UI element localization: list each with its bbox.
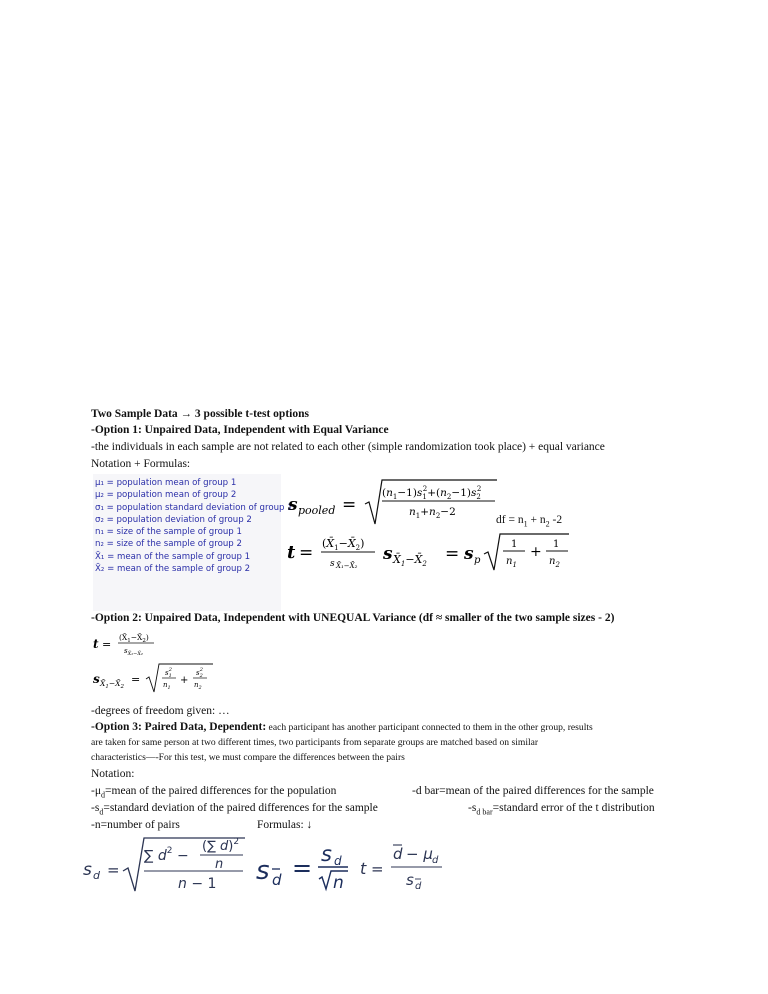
svg-text:(X̄1−X̄2): $(X̄_1-X̄_2)$ [322,537,365,552]
svg-text:1: 1 [553,539,560,550]
option1-notation-legend [93,474,293,611]
legend-item: X̄₁ = mean of the sample of group 1 [95,551,251,562]
svg-text:s: s [321,842,332,866]
option3-title-line [91,720,593,735]
svg-text:n2: $n_2$ [194,681,202,691]
svg-text:t: t [360,859,367,878]
svg-text:s: s [288,495,298,515]
svg-text:d: d [393,845,403,863]
svg-text:sX̄₁−X̄₂: $s_{X̄_1-X̄_2}$ [124,647,143,657]
svg-text:pooled: pooled [298,504,336,517]
n-definition: -n=number of pairs [91,819,180,831]
svg-text:n1: $n_1$ [163,681,171,691]
svg-text:s12: $s_12$ [165,667,172,679]
svg-text:n: n [215,857,224,872]
legend-item: μ₁ = population mean of group 1 [95,478,237,488]
section-heading: Two Sample Data → 3 possible t-test options [91,408,309,420]
sd-definition: $-s_d=standard$ deviation of the paired differences for the sample [91,802,378,817]
svg-text:=: = [292,854,313,882]
svg-text:s: s [383,544,393,564]
mu-d-definition: $-\mu_d=mean$ of the paired differences for the population [91,785,337,800]
svg-text:+: + [530,544,542,560]
svg-text:X̄₁−X̄₂: X̄₁−X̄₂ [336,562,358,570]
svg-text:X̄1−X̄2: $X̄_1-X̄_2$ [393,553,427,568]
svg-text:=: = [342,495,357,515]
option3-desc2: are taken for same person at two different times, two participants from separate groups are matched based on similar [91,737,539,748]
svg-text:d: d [272,871,282,889]
svg-text:d: d [432,855,439,866]
d-bar-definition: -d bar=mean of the paired differences for the sample [412,785,654,797]
svg-text:n1: $n_1$ [506,556,517,569]
option3-title: -Option 3: Paired Data, Dependent: [91,721,267,733]
option2-formulas [91,628,216,698]
svg-text:t: t [287,542,296,563]
option3-desc3: characteristics—-For this test, we must compare the differences between the pairs [91,752,405,763]
svg-text:s: s [330,559,335,569]
svg-text:s: s [93,672,100,686]
svg-text:(X̄1−X̄2): $(X̄_1-X̄_2)$ [119,633,149,644]
svg-text:=: = [371,860,384,878]
legend-item: X̄₂ = mean of the sample of group 2 [95,564,251,575]
svg-text:t: t [93,637,99,651]
svg-text:1: 1 [511,539,518,550]
svg-text:(n1−1)s12+(n2−1)s22: $(n_1-1)s_12+(n_2-1)s_22$ [382,485,482,501]
svg-text:+: + [180,675,189,686]
legend-item: μ₂ = population mean of group 2 [95,490,237,501]
svg-text:X̄1−X̄2: $X̄_1-X̄_2$ [100,679,124,690]
svg-text:d: d [334,854,342,868]
svg-text:− μ: − μ [406,845,433,863]
sd-bar-definition: $-s_{d bar}=standard$ error of the t distribution [468,802,655,817]
paired-formulas [80,833,450,895]
t-statistic-formula [285,530,575,575]
legend-item: σ₁ = population standard deviation of group 1 [95,502,293,513]
svg-text:s: s [83,860,92,880]
svg-text:s: s [464,544,474,564]
option2-title: -Option 2: Unpaired Data, Independent with UNEQUAL Variance (df ≈ smaller of the two sample sizes - 2) [91,612,615,624]
svg-text:∑ d2 −: ∑ $d^2$ − [144,846,189,864]
option1-notation-label: Notation + Formulas: [91,458,191,470]
option1-description: -the individuals in each sample are not related to each other (simple randomization took place) + equal variance [91,441,605,453]
svg-text:n2: $n_2$ [549,556,560,569]
svg-text:d: d [415,881,422,892]
formulas-label: Formulas: ↓ [257,819,313,831]
svg-text:n: n [333,873,344,893]
svg-text:=: = [107,861,120,879]
svg-text:p: p [474,555,481,566]
svg-text:=: = [299,543,314,563]
svg-text:=: = [102,638,112,651]
svg-text:n1+n2−2: $n_1+n_2-2$ [409,506,456,520]
svg-text:s22: $s_22$ [196,667,203,679]
svg-text:=: = [131,673,141,686]
svg-text:s: s [406,871,414,889]
svg-text:n − 1: n − 1 [178,876,217,892]
svg-text:=: = [445,544,460,564]
legend-item: n₁ = size of the sample of group 1 [95,527,242,538]
svg-text:s: s [256,856,270,886]
option1-title: -Option 1: Unpaired Data, Independent with Equal Variance [91,424,389,436]
legend-item: n₂ = size of the sample of group 2 [95,539,242,550]
svg-text:(∑ d)2: (∑ d)$^2$ [202,837,240,854]
df-formula: df = $n_1 + n_2$ -2 [496,514,563,529]
legend-item: σ₂ = population deviation of group 2 [95,514,252,525]
option2-df-note: -degrees of freedom given: … [91,705,230,717]
pooled-sd-formula [285,474,500,530]
option3-desc1: each participant has another participant connected to them in the other group, results [266,722,593,733]
option3-notation-label: Notation: [91,768,135,780]
svg-text:d: d [93,869,100,882]
